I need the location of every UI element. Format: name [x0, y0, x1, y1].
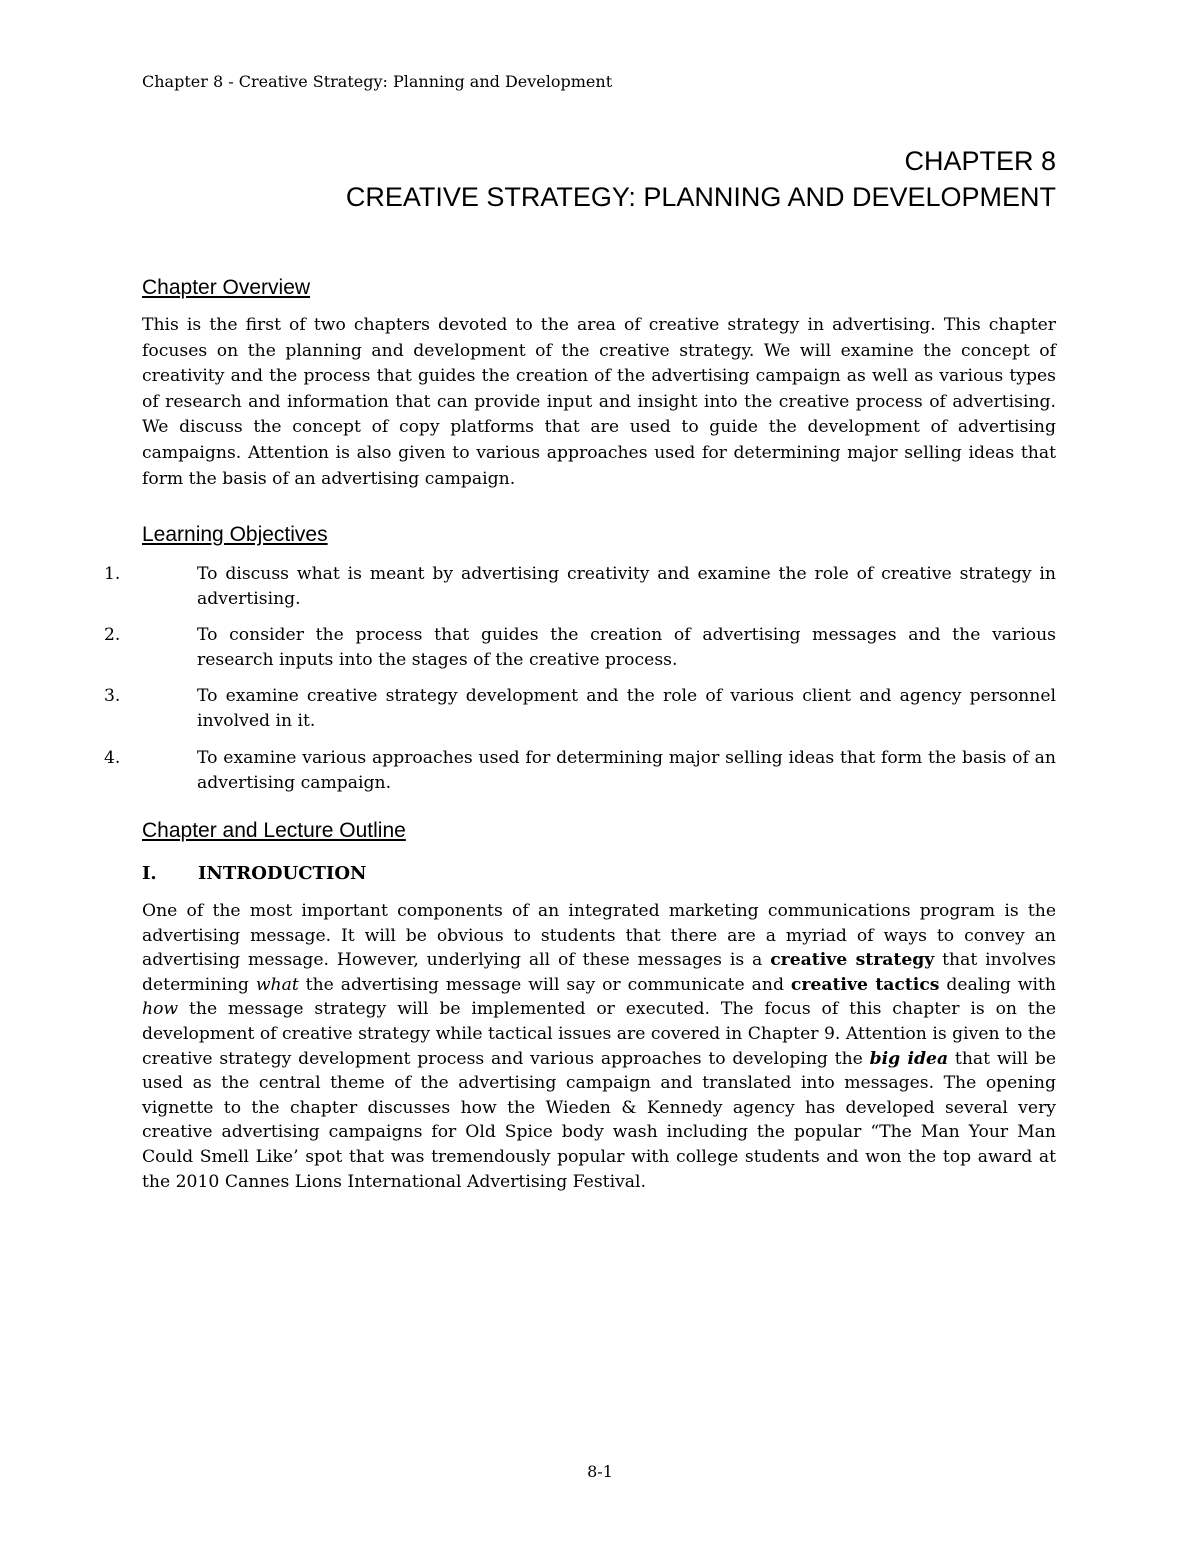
overview-paragraph: This is the first of two chapters devoted to the area of creative strategy in advertising. This chapter focuses on the planning and development of the creative strategy. We will examine the concept of creativity and the process that guides the creation of the advertising campaign as well as various types of research and information that can provide input and insight into the creative process of advertising. We discuss the concept of copy platforms that are used to guide the development of advertising campaigns. Attention is also given to various approaches used for determining major selling ideas that form the basis of an advertising campaign. [142, 315, 1056, 489]
term-big-idea: big idea [869, 1048, 949, 1069]
chapter-title-block [346, 143, 1056, 215]
term-creative-strategy: creative strategy [770, 950, 935, 971]
emphasis-how: how [142, 999, 179, 1020]
objective-number: 3. [104, 686, 121, 706]
objective-number: 4. [104, 748, 121, 768]
objective-number: 1. [104, 564, 121, 584]
intro-text: that involves determining [142, 950, 1056, 995]
introduction-paragraph [142, 899, 1056, 1194]
objective-number: 2. [104, 625, 121, 645]
term-creative-tactics: creative tactics [790, 974, 940, 995]
outline-section-number: I. [142, 863, 157, 884]
intro-text: dealing with [939, 974, 1056, 995]
objective-text: To examine various approaches used for determining major selling ideas that form the basis of an advertising campaign. [197, 748, 1056, 793]
intro-text: the advertising message will say or communicate and [298, 974, 791, 995]
intro-text: One of the most important components of an integrated marketing communications program is the advertising message. It will be obvious to students that there are a myriad of ways to convey an advertising message. However, underlying all of these messages is a [142, 901, 1056, 971]
intro-text: that will be used as the central theme of the advertising campaign and translated into messages. The opening vignette to the chapter discusses how the Wieden & Kennedy agency has developed several very creative advertising campaigns for Old Spice body wash including the popular “The Man Your Man Could Smell Like’ spot that was tremendously popular with college students and won the top award at the 2010 Cannes Lions International Advertising Festival. [142, 1048, 1056, 1192]
objective-text: To consider the process that guides the creation of advertising messages and the various research inputs into the stages of the creative process. [197, 625, 1056, 670]
objectives-heading: Learning Objectives [142, 523, 328, 546]
chapter-number: CHAPTER 8 [904, 146, 1056, 176]
outline-heading: Chapter and Lecture Outline [142, 819, 406, 842]
objective-text: To discuss what is meant by advertising creativity and examine the role of creative strategy in advertising. [197, 564, 1056, 609]
overview-heading: Chapter Overview [142, 276, 311, 299]
running-header: Chapter 8 - Creative Strategy: Planning and Development [142, 72, 613, 91]
objective-text: To examine creative strategy development and the role of various client and agency personnel involved in it. [197, 686, 1056, 731]
emphasis-what: what [255, 974, 299, 995]
page-number: 8-1 [587, 1462, 613, 1481]
intro-text: the message strategy will be implemented or executed. The focus of this chapter is on the development of creative strategy while tactical issues are covered in Chapter 9. Attention is given to the creative strategy development process and various approaches to developing the [142, 999, 1056, 1069]
chapter-title: CREATIVE STRATEGY: PLANNING AND DEVELOPMENT [345, 182, 1056, 212]
outline-section-title: INTRODUCTION [198, 863, 367, 884]
